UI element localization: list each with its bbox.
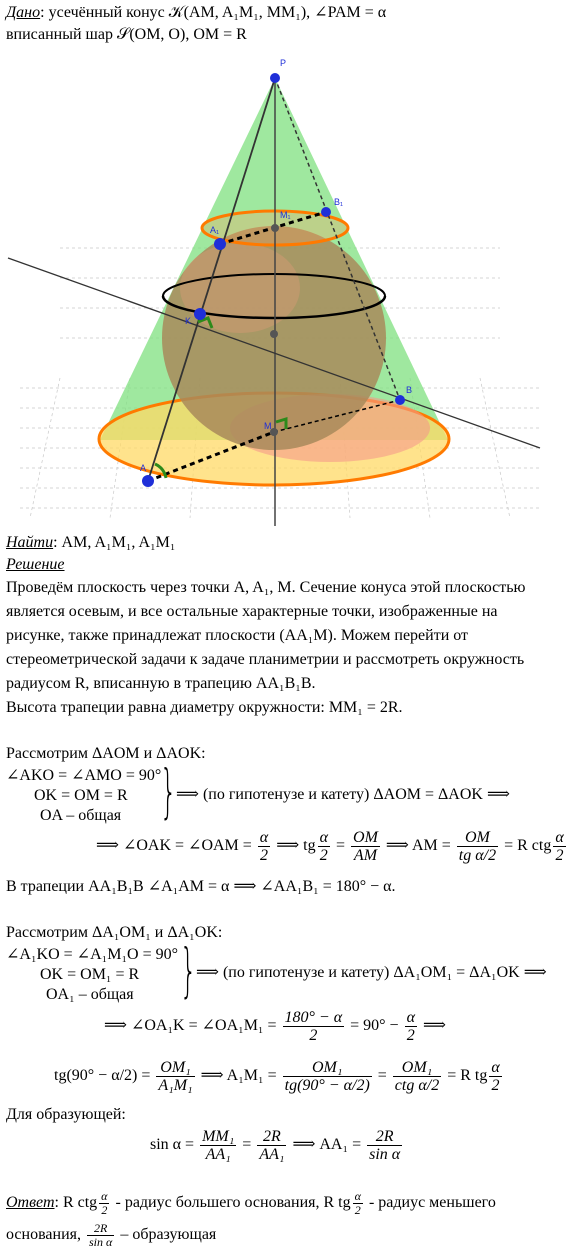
part2-cond3: OA₁ – общая: [46, 986, 134, 1003]
label-m1: M₁: [280, 210, 291, 220]
cone-figure: [0, 48, 550, 530]
given-line-1: [6, 2, 386, 24]
part1-equation: ⟹ ∠OAK = ∠OAM = $\frac{\alpha}{2}$ ⟹ tg $\frac{\alpha}{2}$ = $\frac{OM}{AM}$ ⟹ AM = $\frac{OM}{\text{tg α/2}}$ = R ctg $\frac{\alpha}{2}$: [96, 828, 564, 864]
part1-cond3: OA – общая: [40, 807, 122, 824]
part2-cond2: OK = OM₁ = R: [40, 966, 140, 983]
label-b1: B₁: [334, 197, 344, 207]
point-m1: [271, 224, 279, 232]
find-text: : AM, A₁M₁, A₁M₁: [53, 534, 176, 551]
part1-brace: }: [160, 757, 177, 825]
label-p: P: [280, 58, 287, 68]
part2-cond1: ∠A₁KO = ∠A₁M₁O = 90°: [6, 946, 178, 963]
generatrix-label: Для образующей:: [6, 1106, 126, 1123]
part2-brace: }: [180, 936, 197, 1004]
point-a: [142, 475, 154, 487]
label-a1: A₁: [210, 225, 220, 235]
solution-height: Высота трапеции равна диаметру окружности: MM₁ = 2R.: [6, 699, 403, 716]
solution-paragraph: Проведём плоскость через точки A, A₁, M. Сечение конуса этой плоскостью является осевым, и все остальные характерные точки, изображенные на рисунке, также принадлежат плоскости (AA₁M). Можем перейти от стереометрической задачи к задаче планиметрии и рассмотреть окружность радиусом R, вписанную в трапецию AA₁B₁B.: [6, 579, 526, 692]
find-label: Найти: [6, 534, 54, 551]
part2-equation-1: ⟹ ∠OA₁K = ∠OA₁M₁ = $\frac{180^\circ - \alpha}{2}$ = 90° − $\frac{\alpha}{2}$ ⟹: [104, 1008, 446, 1044]
point-b: [395, 395, 405, 405]
part2-result: ⟹ (по гипотенузе и катету) ΔA₁OM₁ = ΔA₁OK ⟹: [196, 964, 547, 981]
part1-cond2: OK = OM = R: [34, 787, 128, 804]
part2-heading: Рассмотрим ΔA₁OM₁ и ΔA₁OK:: [6, 924, 223, 941]
given-label: Дано: [6, 4, 41, 21]
answer-label: Ответ: [6, 1194, 55, 1212]
part1-eq-start: ⟹ ∠OAK = ∠OAM =: [96, 837, 252, 854]
label-a: A: [140, 463, 147, 473]
find-line: [6, 532, 175, 554]
point-b1: [321, 207, 331, 217]
point-o: [270, 330, 278, 338]
label-m: M: [264, 421, 272, 431]
part1-eq-end: = R ctg: [504, 837, 552, 854]
part1-trapezoid: В трапеции AA₁B₁B ∠A₁AM = α ⟹ ∠AA₁B₁ = 180° − α.: [6, 878, 396, 895]
label-k: K: [185, 316, 192, 326]
generatrix-equation: sin α = $\frac{\text{MM₁}}{\text{AA₁}}$ = $\frac{2R}{\text{AA₁}}$ ⟹ AA₁ = $\frac{2R}{\text{sin α}}$: [150, 1127, 401, 1163]
label-b: B: [406, 385, 413, 395]
answer-line-1: Ответ: R ctg $\frac{\alpha}{2}$ - радиус большего основания, R tg $\frac{\alpha}{2}$ - радиус меньшего: [6, 1189, 496, 1217]
part1-eq-tg: ⟹ tg: [276, 837, 316, 854]
part1-cond1: ∠AKO = ∠AMO = 90°: [6, 767, 162, 784]
given-line-2: вписанный шар 𝒮(OM, O), OM = R: [6, 26, 247, 43]
point-k: [194, 308, 206, 320]
part2-equation-2: tg(90° − α/2) = $\frac{\text{OM₁}}{\text{A₁M₁}}$ ⟹ A₁M₁ = $\frac{\text{OM₁}}{tg(90^\circ - \alpha/2)}$ = $\frac{\text{OM₁}}{\text{ctg α/2}}$ = R tg $\frac{\alpha}{2}$: [54, 1058, 500, 1094]
part1-heading: Рассмотрим ΔAOM и ΔAOK:: [6, 745, 206, 762]
part1-eq-am: ⟹ AM =: [385, 837, 451, 854]
given-text-1: : усечённый конус 𝒦(AM, A₁M₁, MM₁), ∠PAM = α: [40, 4, 387, 21]
part1-result: ⟹ (по гипотенузе и катету) ΔAOM = ΔAOK ⟹: [176, 786, 510, 803]
solution-label: Решение: [6, 556, 65, 573]
point-p: [270, 73, 280, 83]
point-a1: [214, 238, 226, 250]
answer-line-2: основания, $\frac{2R}{\text{sin α}}$ – образующая: [6, 1221, 217, 1249]
